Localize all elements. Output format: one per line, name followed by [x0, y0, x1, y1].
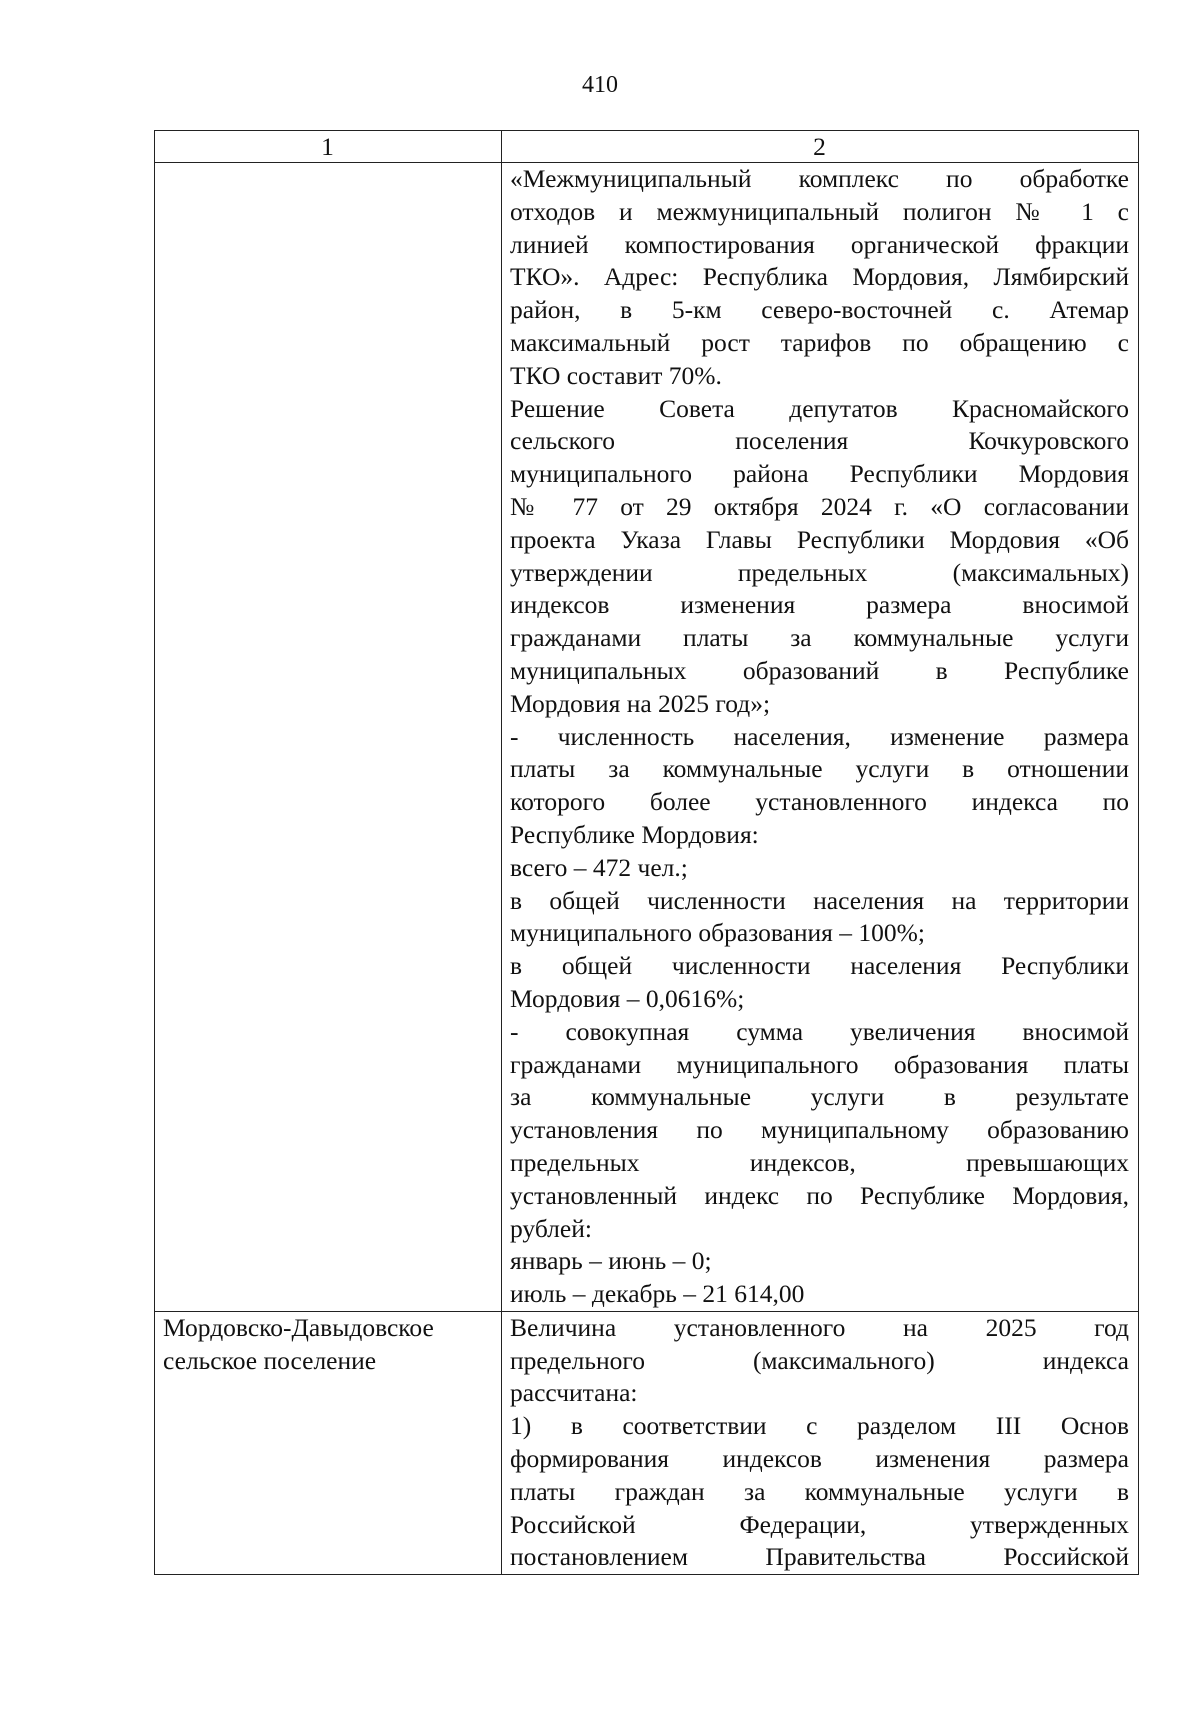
description-cell: [502, 163, 1139, 1312]
table-header-row: [155, 131, 1139, 163]
text-line: январь – июнь – 0;: [510, 1246, 712, 1276]
text-line: муниципального района Республики Мордовия: [510, 459, 1129, 489]
page-number: 410: [582, 72, 618, 98]
text-line: Решение Совета депутатов Красномайского: [510, 393, 1129, 423]
text-line: в общей численности населения на территории: [510, 885, 1129, 915]
description-cell: [502, 1311, 1139, 1574]
text-line: линией компостирования органической фракции: [510, 229, 1129, 259]
text-line: муниципального образования – 100%;: [510, 918, 925, 948]
document-table: [154, 130, 1139, 1575]
text-line: - совокупная сумма увеличения вносимой: [510, 1016, 1129, 1046]
text-line: проекта Указа Главы Республики Мордовия «Об: [510, 524, 1129, 554]
text-line: отходов и межмуниципальный полигон № 1 с: [510, 196, 1129, 226]
text-line: 1) в соответствии с разделом III Основ: [510, 1411, 1129, 1441]
text-line: район, в 5-км северо-восточней с. Атемар: [510, 295, 1129, 325]
text-line: индексов изменения размера вносимой: [510, 590, 1129, 620]
text-line: в общей численности населения Республики: [510, 951, 1129, 981]
text-line: рассчитана:: [510, 1378, 638, 1408]
text-line: предельных индексов, превышающих: [510, 1147, 1129, 1177]
text-line: установленный индекс по Республике Мордовия,: [510, 1180, 1129, 1210]
column-header-1: 1: [155, 131, 502, 163]
text-line: за коммунальные услуги в результате: [510, 1082, 1129, 1112]
text-line: всего – 472 чел.;: [510, 852, 688, 882]
text-line: - численность населения, изменение размера: [510, 721, 1129, 751]
text-line: гражданами платы за коммунальные услуги: [510, 623, 1129, 653]
text-line: платы за коммунальные услуги в отношении: [510, 754, 1129, 784]
description-lines: [510, 163, 1129, 1311]
text-line: максимальный рост тарифов по обращению с: [510, 327, 1129, 357]
table-row: [155, 163, 1139, 1312]
text-line: «Межмуниципальный комплекс по обработке: [510, 164, 1129, 193]
text-line: Мордовия – 0,0616%;: [510, 983, 745, 1013]
table-row: [155, 1311, 1139, 1574]
text-line: рублей:: [510, 1213, 592, 1243]
municipality-cell: Мордовско-Давыдовское сельское поселение: [155, 1311, 502, 1574]
description-lines: [510, 1312, 1129, 1574]
text-line: утверждении предельных (максимальных): [510, 557, 1129, 587]
text-line: № 77 от 29 октября 2024 г. «О согласовании: [510, 491, 1129, 521]
text-line: формирования индексов изменения размера: [510, 1444, 1129, 1474]
text-line: платы граждан за коммунальные услуги в: [510, 1476, 1129, 1506]
column-header-2: 2: [502, 131, 1139, 163]
text-line: муниципальных образований в Республике: [510, 655, 1129, 685]
text-line: Республике Мордовия:: [510, 819, 759, 849]
municipality-cell: [155, 163, 502, 1312]
text-line: гражданами муниципального образования платы: [510, 1049, 1129, 1079]
text-line: установления по муниципальному образованию: [510, 1115, 1129, 1145]
text-line: ТКО». Адрес: Республика Мордовия, Лямбирский: [510, 262, 1129, 292]
text-line: которого более установленного индекса по: [510, 787, 1129, 817]
text-line: Российской Федерации, утвержденных: [510, 1509, 1129, 1539]
text-line: ТКО составит 70%.: [510, 360, 722, 390]
text-line: Мордовия на 2025 год»;: [510, 688, 771, 718]
text-line: Величина установленного на 2025 год: [510, 1312, 1129, 1342]
text-line: постановлением Правительства Российской: [510, 1542, 1129, 1572]
text-line: предельного (максимального) индекса: [510, 1345, 1129, 1375]
text-line: сельского поселения Кочкуровского: [510, 426, 1129, 456]
text-line: июль – декабрь – 21 614,00: [510, 1279, 805, 1309]
